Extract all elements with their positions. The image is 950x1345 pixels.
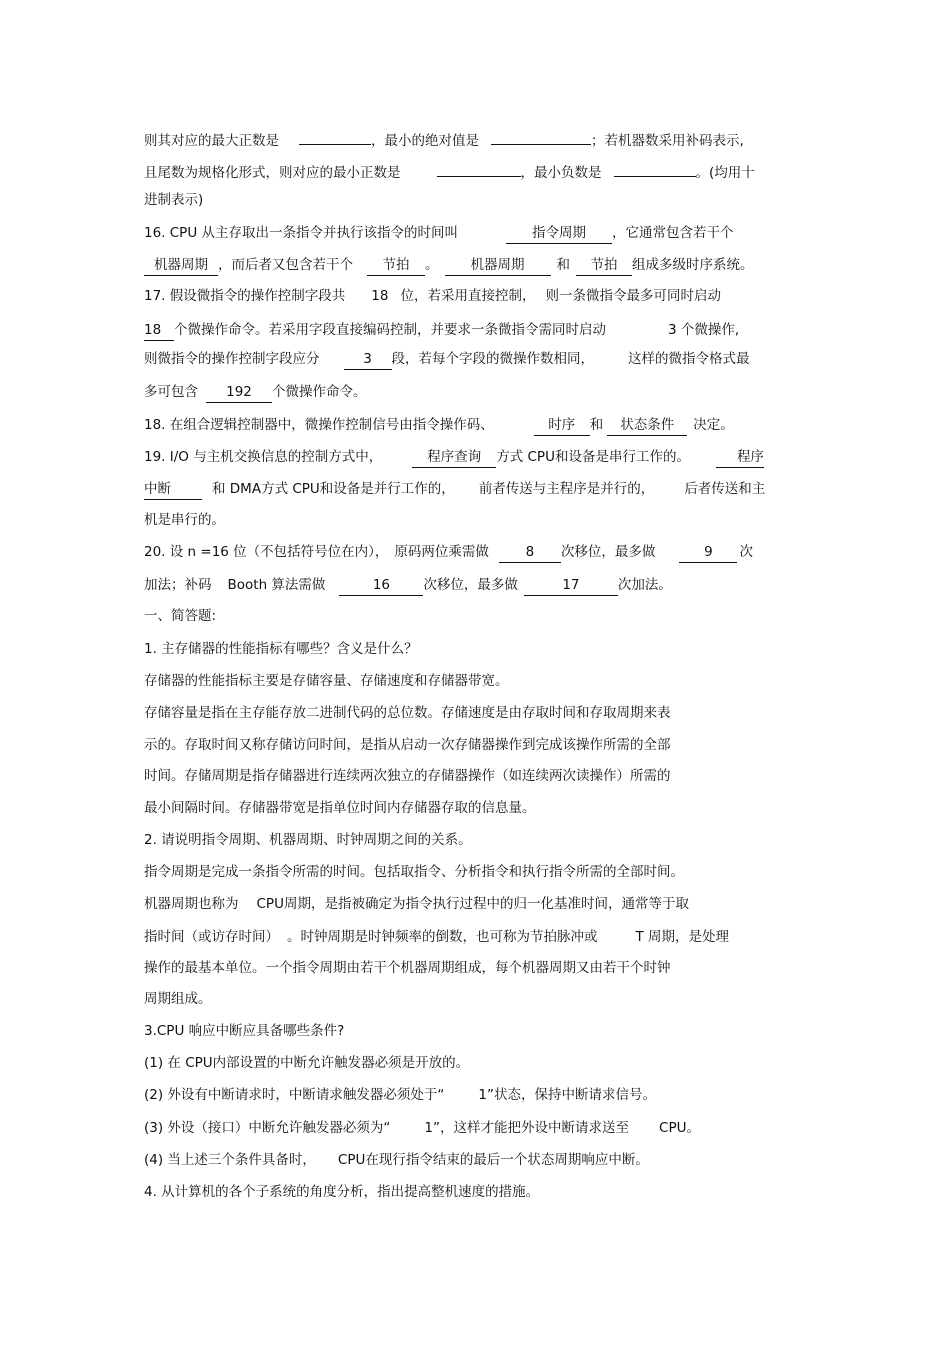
- s2-question: 2. 请说明指令周期、机器周期、时钟周期之间的关系。: [144, 832, 472, 848]
- s2-para-5: 周期组成。: [144, 991, 212, 1007]
- q20-line-1: [144, 541, 753, 563]
- q18-answer-1: 时序: [534, 417, 590, 436]
- q20-answer-4: 17: [524, 577, 618, 596]
- q16-answer-2: 机器周期: [144, 257, 218, 276]
- q15-text-f: 。(均用十: [695, 165, 755, 181]
- s3-question: 3.CPU 响应中断应具备哪些条件?: [144, 1023, 345, 1039]
- q17-text-f: 段，若每个字段的微操作数相同，: [391, 351, 594, 367]
- q17-text-h: 多可包含: [144, 384, 198, 400]
- q19-answer-2a: 程序: [716, 449, 764, 468]
- s3-cond-3: [144, 1117, 700, 1139]
- q16-answer-4: 机器周期: [445, 257, 551, 276]
- s2-para-3: [144, 926, 729, 948]
- q16-answer-1: 指令周期: [506, 225, 612, 244]
- q15-blank-3: [437, 158, 521, 177]
- s1-para-5: 最小间隔时间。存储器带宽是指单位时间内存储器存取的信息量。: [144, 800, 536, 816]
- q16-text-a: 16. CPU 从主存取出一条指令并执行该指令的时间叫: [144, 225, 458, 241]
- q17-text-b: 位，若采用直接控制，: [400, 288, 536, 304]
- q15-line-1: [144, 126, 744, 148]
- s1-para-4: 时间。存储周期是指存储器进行连续两次独立的存储器操作（如连续两次读操作）所需的: [144, 768, 671, 784]
- q19-text-e: 后者传送和主: [684, 481, 766, 497]
- s3-text-c4a: (4) 当上述三个条件具备时，: [144, 1152, 316, 1168]
- q20-text-g: 次移位，最多做: [423, 577, 518, 593]
- q20-answer-3: 16: [339, 577, 423, 596]
- q16-text-d: ，而后者又包含若干个: [218, 257, 353, 273]
- q15-text-e: ，最小负数是: [520, 165, 602, 181]
- q16-text-c: ，它通常包含若干个: [612, 225, 734, 241]
- q19-answer-1: 程序查询: [412, 449, 496, 468]
- q20-text-h: 次加法。: [617, 577, 672, 593]
- q17-text-d: 个微操作命令。若采用字段直接编码控制，并要求一条微指令需同时启动: [174, 322, 606, 338]
- q17-value-2: 3 个微操作,: [668, 322, 740, 338]
- s2-text-p3c: T 周期，是处理: [635, 929, 730, 945]
- q16-line-1: [144, 222, 734, 244]
- s3-text-c3a: (3) 外设（接口）中断允许触发器必须为“: [144, 1120, 391, 1136]
- q20-text-f: Booth 算法需做: [227, 577, 326, 593]
- q17-value-1: 18: [371, 288, 389, 304]
- q17-text-a: 17. 假设微指令的操作控制字段共: [144, 288, 346, 304]
- s2-text-p3a: 指时间（或访存时间）: [144, 929, 279, 945]
- q16-line-2: [144, 254, 754, 276]
- q20-text-a: 20. 设 n =16 位（不包括符号位在内），: [144, 544, 389, 560]
- s1-para-1: 存储器的性能指标主要是存储容量、存储速度和存储器带宽。: [144, 673, 509, 689]
- q15-line-3: 进制表示): [144, 192, 204, 208]
- q19-text-c: 和 DMA方式 CPU和设备是并行工作的，: [212, 481, 455, 497]
- q17-text-i: 个微操作命令。: [272, 384, 367, 400]
- q20-text-b: 原码两位乘需做: [394, 544, 489, 560]
- s3-cond-1: (1) 在 CPU内部设置的中断允许触发器必须是开放的。: [144, 1055, 470, 1071]
- q17-line-3: [144, 348, 750, 370]
- q17-text-c: 则一条微指令最多可同时启动: [545, 288, 721, 304]
- q16-text-g: 组成多级时序系统。: [632, 257, 754, 273]
- s3-text-c3b: 1”，这样才能把外设中断请求送至: [424, 1120, 630, 1136]
- q15-text-c: ；若机器数采用补码表示,: [591, 133, 744, 149]
- q17-answer-3: 192: [206, 384, 272, 403]
- q16-text-f: 和: [556, 257, 570, 273]
- q15-blank-4: [614, 158, 696, 177]
- q16-text-e: 。: [425, 257, 439, 273]
- q18-text-a: 18. 在组合逻辑控制器中，微操作控制信号由指令操作码、: [144, 417, 494, 433]
- q15-line-2: [144, 158, 755, 180]
- q15-blank-2: [491, 126, 591, 145]
- s1-question: 1. 主存储器的性能指标有哪些？含义是什么？: [144, 641, 418, 657]
- q17-line-2: [144, 319, 739, 341]
- q17-line-1: [144, 285, 721, 307]
- s3-text-c2b: 1”状态，保持中断请求信号。: [478, 1087, 657, 1103]
- q17-text-e: 则微指令的操作控制字段应分: [144, 351, 320, 367]
- q19-line-2: [144, 478, 765, 500]
- s2-para-1: 指令周期是完成一条指令所需的时间。包括取指令、分析指令和执行指令所需的全部时间。: [144, 864, 684, 880]
- s1-para-3: 示的。存取时间又称存储访问时间，是指从启动一次存储器操作到完成该操作所需的全部: [144, 737, 671, 753]
- s2-para-2: [144, 893, 689, 915]
- q19-text-b: 方式 CPU和设备是串行工作的。: [496, 449, 690, 465]
- s3-cond-4: [144, 1149, 649, 1171]
- s2-text-p2b: CPU周期，是指被确定为指令执行过程中的归一化基准时间，通常等于取: [256, 896, 689, 912]
- q19-text-a: 19. I/O 与主机交换信息的控制方式中，: [144, 449, 383, 465]
- q20-line-2: [144, 574, 672, 596]
- q16-answer-3: 节拍: [367, 257, 425, 276]
- s3-cond-2: [144, 1084, 656, 1106]
- q20-text-c: 次移位，最多做: [560, 544, 656, 560]
- s1-para-2: 存储容量是指在主存能存放二进制代码的总位数。存储速度是由存取时间和存取周期来表: [144, 705, 671, 721]
- q18-text-c: 决定。: [693, 417, 734, 433]
- s3-text-c4b: CPU在现行指令结束的最后一个状态周期响应中断。: [337, 1152, 649, 1168]
- q19-line-3: 机是串行的。: [144, 512, 225, 528]
- q18-text-b: 和: [589, 417, 604, 433]
- q17-text-g: 这样的微指令格式最: [628, 351, 750, 367]
- q17-line-4: [144, 381, 367, 403]
- q15-text-a: 则其对应的最大正数是: [144, 133, 279, 149]
- q19-answer-2b: 中断: [144, 481, 202, 500]
- s2-text-p2a: 机器周期也称为: [144, 896, 239, 912]
- q19-line-1: [144, 446, 764, 468]
- q20-text-e: 加法；补码: [144, 577, 212, 593]
- q20-answer-1: 8: [499, 544, 561, 563]
- q19-text-d: 前者传送与主程序是并行的，: [478, 481, 655, 497]
- q15-text-d: 且尾数为规格化形式，则对应的最小正数是: [144, 165, 401, 181]
- q17-answer-2: 3: [344, 351, 392, 370]
- s3-text-c2a: (2) 外设有中断请求时，中断请求触发器必须处于“: [144, 1087, 445, 1103]
- q15-text-b: ，最小的绝对值是: [371, 133, 479, 149]
- q20-answer-2: 9: [679, 544, 737, 563]
- s2-para-4: 操作的最基本单位。一个指令周期由若干个机器周期组成，每个机器周期又由若干个时钟: [144, 960, 671, 976]
- s2-text-p3b: 。时钟周期是时钟频率的倒数，也可称为节拍脉冲或: [287, 929, 598, 945]
- q18-line: [144, 414, 734, 436]
- section-heading: 一、简答题:: [144, 608, 217, 624]
- s4-question: 4. 从计算机的各个子系统的角度分析，指出提高整机速度的措施。: [144, 1184, 540, 1200]
- s3-text-c3c: CPU。: [659, 1120, 700, 1136]
- q15-blank-1: [299, 126, 371, 145]
- q20-text-d: 次: [739, 544, 753, 560]
- q17-answer-1: 18: [144, 322, 174, 341]
- q18-answer-2: 状态条件: [607, 417, 687, 436]
- q16-answer-5: 节拍: [576, 257, 632, 276]
